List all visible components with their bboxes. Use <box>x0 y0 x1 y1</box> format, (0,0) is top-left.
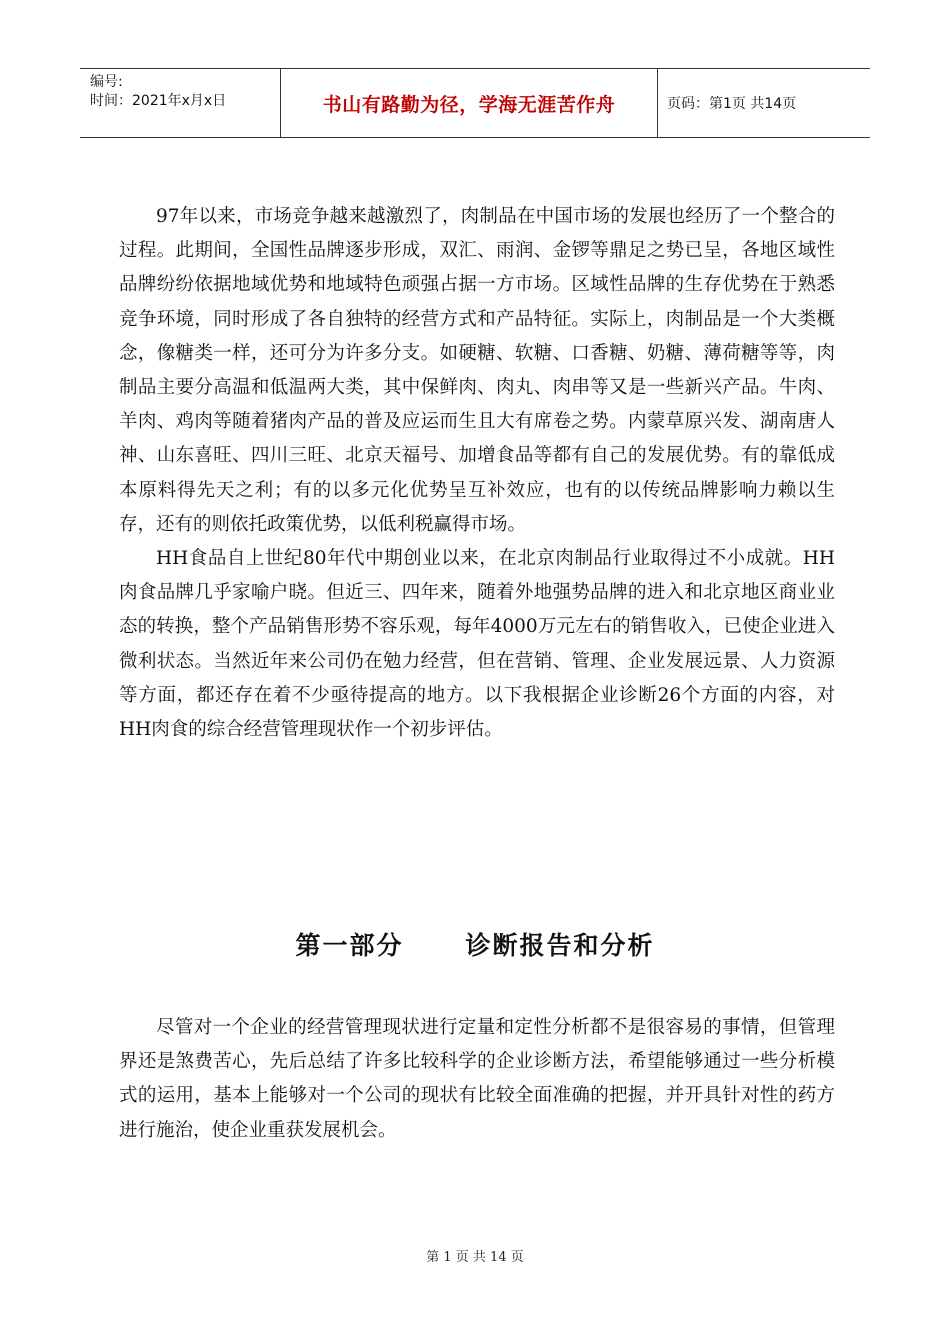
header-page-info: 页码：第1页 共14页 <box>667 96 797 112</box>
header-meta-cell <box>80 69 280 137</box>
section-heading-name: 诊断报告和分析 <box>465 931 655 960</box>
section-paragraph: 尽管对一个企业的经营管理现状进行定量和定性分析都不是很容易的事情，但管理界还是煞费苦心，先后总结了许多比较科学的企业诊断方法，希望能够通过一些分析模式的运用，基本上能够对一个公司的现状有比较全面准确的把握，并开具针对性的药方进行施治，使企业重获发展机会。 <box>119 1017 835 1141</box>
page-header <box>80 68 870 138</box>
intro-paragraph-1: 97年以来，市场竞争越来越激烈了，肉制品在中国市场的发展也经历了一个整合的过程。此期间，全国性品牌逐步形成，双汇、雨润、金锣等鼎足之势已呈，各地区域性品牌纷纷依据地域优势和地域特色顽强占据一方市场。区域性品牌的生存优势在于熟悉竞争环境，同时形成了各自独特的经营方式和产品特征。实际上，肉制品是一个大类概念，像糖类一样，还可分为许多分支。如硬糖、软糖、口香糖、奶糖、薄荷糖等等，肉制品主要分高温和低温两大类，其中保鲜肉、肉丸、肉串等又是一些新兴产品。牛肉、羊肉、鸡肉等随着猪肉产品的普及应运而生且大有席卷之势。内蒙草原兴发、湖南唐人神、山东喜旺、四川三旺、北京天福号、加增食品等都有自己的发展优势。有的靠低成本原料得先天之利；有的以多元化优势呈互补效应，也有的以传统品牌影响力赖以生存，还有的则依托政策优势，以低利税赢得市场。 <box>119 206 835 535</box>
page-footer: 第 1 页 共 14 页 <box>426 1250 524 1265</box>
document-date-label: 时间：2021年x月x日 <box>90 93 227 109</box>
intro-paragraph-2: HH食品自上世纪80年代中期创业以来，在北京肉制品行业取得过不小成就。HH肉食品牌几乎家喻户晓。但近三、四年来，随着外地强势品牌的进入和北京地区商业业态的转换，整个产品销售形势不容乐观，每年4000万元左右的销售收入，已使企业进入微利状态。当然近年来公司仍在勉力经营，但在营销、管理、企业发展远景、人力资源等方面，都还存在着不少亟待提高的地方。以下我根据企业诊断26个方面的内容，对HH肉食的综合经营管理现状作一个初步评估。 <box>119 548 835 741</box>
intro-body <box>119 200 835 747</box>
section-heading <box>0 926 950 962</box>
section-heading-part: 第一部分 <box>295 931 404 960</box>
document-number-label: 编号: <box>90 74 123 90</box>
header-motto: 书山有路勤为径，学海无涯苦作舟 <box>280 69 658 137</box>
section-body <box>119 1011 835 1148</box>
